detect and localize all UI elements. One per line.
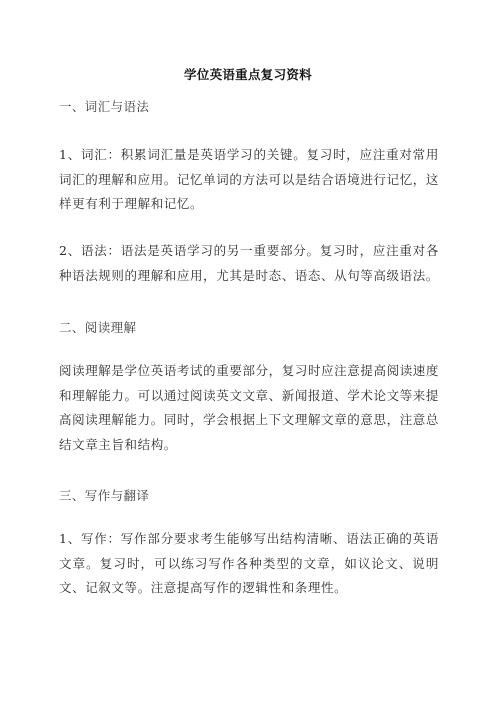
section-heading-writing-translation: 三、写作与翻译 [59, 488, 150, 503]
paragraph-reading: 阅读理解是学位英语考试的重要部分，复习时应注意提高阅读速度和理解能力。可以通过阅读英文文章、新闻报道、学术论文等来提高阅读理解能力。同时，学会根据上下文理解文章的意思，注意总结文章主旨和结构。 [59, 363, 439, 452]
section-heading-vocabulary-grammar: 一、词汇与语法 [59, 99, 150, 114]
document-title: 学位英语重点复习资料 [183, 67, 312, 82]
paragraph-writing: 1、写作：写作部分要求考生能够写出结构清晰、语法正确的英语文章。复习时，可以练习写作各种类型的文章，如议论文、说明文、记叙文等。注意提高写作的逻辑性和条理性。 [59, 531, 439, 595]
paragraph-grammar: 2、语法：语法是英语学习的另一重要部分。复习时，应注重对各种语法规则的理解和应用，尤其是时态、语态、从句等高级语法。 [59, 243, 439, 283]
paragraph-vocabulary: 1、词汇：积累词汇量是英语学习的关键。复习时，应注重对常用词汇的理解和应用。记忆单词的方法可以是结合语境进行记忆，这样更有利于理解和记忆。 [59, 147, 439, 211]
section-heading-reading: 二、阅读理解 [59, 320, 137, 335]
